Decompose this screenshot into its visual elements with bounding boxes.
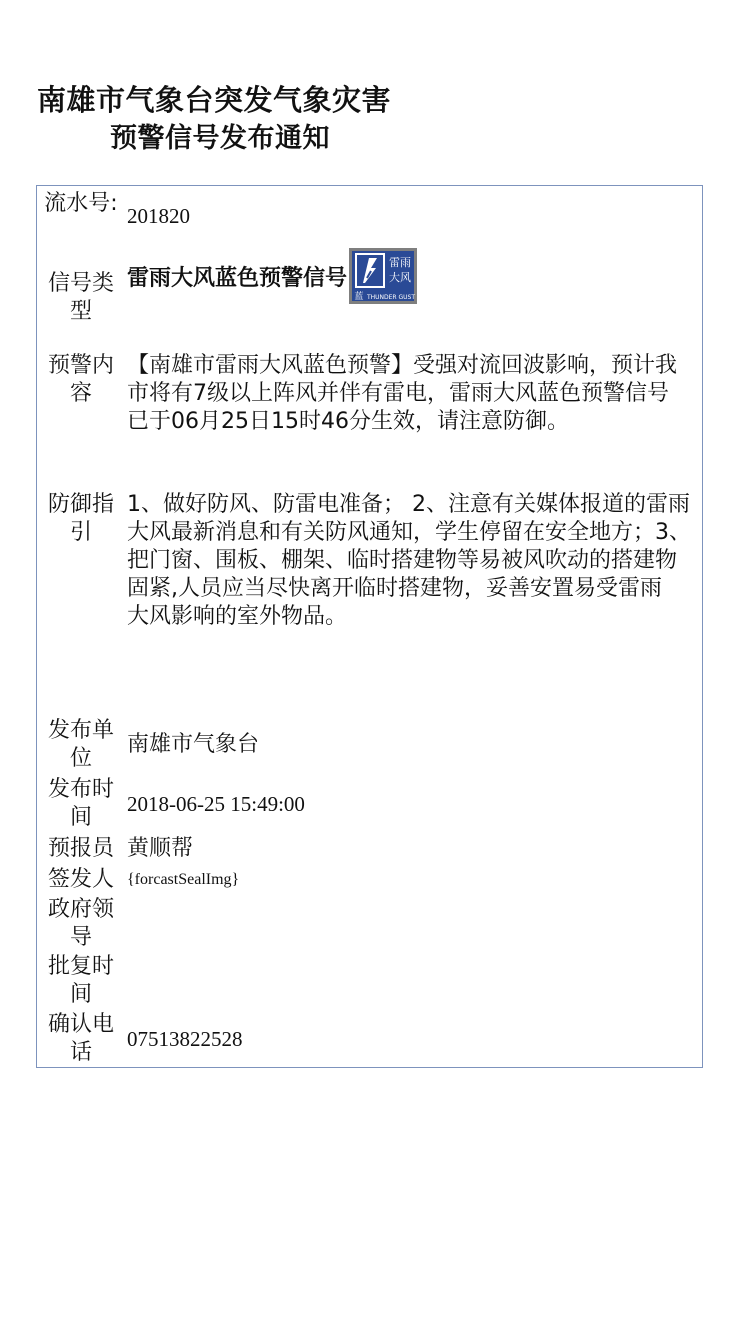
signer-value: {forcastSealImg} [127, 871, 240, 888]
signer-label: 签发人 [47, 867, 114, 892]
serial-value: 201820 [127, 204, 190, 228]
page-subtitle: 预警信号发布通知 [110, 123, 330, 154]
content-label: 预警内容 [47, 353, 114, 406]
guide-line: 把门窗、围板、棚架、临时搭建物等易被风吹动的搭建物 [127, 548, 678, 573]
guide-label: 防御指引 [47, 492, 114, 545]
content-line: 已于06月25日15时46分生效，请注意防御。 [127, 409, 569, 434]
forecaster-label: 预报员 [47, 836, 114, 861]
svg-text:雷雨: 雷雨 [389, 256, 412, 269]
content-value [127, 352, 699, 436]
guide-line: 固紧,人员应当尽快离开临时搭建物，妥善安置易受雷雨 [127, 576, 662, 601]
svg-text:大风: 大风 [389, 271, 412, 284]
issue-time-label: 发布时间 [47, 777, 114, 830]
content-line: 市将有7级以上阵风并伴有雷电，雷雨大风蓝色预警信号 [127, 381, 669, 406]
content-line: 【南雄市雷雨大风蓝色预警】受强对流回波影响，预计我 [127, 353, 678, 378]
guide-line: 1、做好防风、防雷电准备； 2、注意有关媒体报道的雷雨 [127, 492, 690, 517]
guide-line: 大风最新消息和有关防风通知，学生停留在安全地方；3、 [127, 520, 691, 545]
svg-text:蓝: 蓝 [354, 292, 364, 302]
gov-leader-label: 政府领导 [47, 897, 114, 950]
signal-type-label: 信号类型 [47, 271, 114, 324]
confirm-phone-label: 确认电话 [47, 1012, 114, 1065]
issuer-label: 发布单位 [47, 718, 114, 771]
confirm-phone-value: 07513822528 [127, 1027, 243, 1051]
serial-label: 流水号: [44, 191, 118, 216]
guide-value [127, 491, 699, 631]
thunder-gust-blue-icon [349, 248, 417, 304]
guide-line: 大风影响的室外物品。 [127, 604, 348, 629]
page-title: 南雄市气象台突发气象灾害 [37, 83, 392, 117]
signal-type-value-group [127, 248, 417, 304]
issue-time-value: 2018-06-25 15:49:00 [127, 792, 305, 816]
forecaster-value: 黄顺帮 [127, 836, 194, 861]
issuer-value: 南雄市气象台 [127, 732, 260, 757]
approve-time-label: 批复时间 [47, 954, 114, 1007]
signal-type-value: 雷雨大风蓝色预警信号 [127, 265, 348, 291]
svg-text:THUNDER GUST: THUNDER GUST [366, 294, 416, 301]
